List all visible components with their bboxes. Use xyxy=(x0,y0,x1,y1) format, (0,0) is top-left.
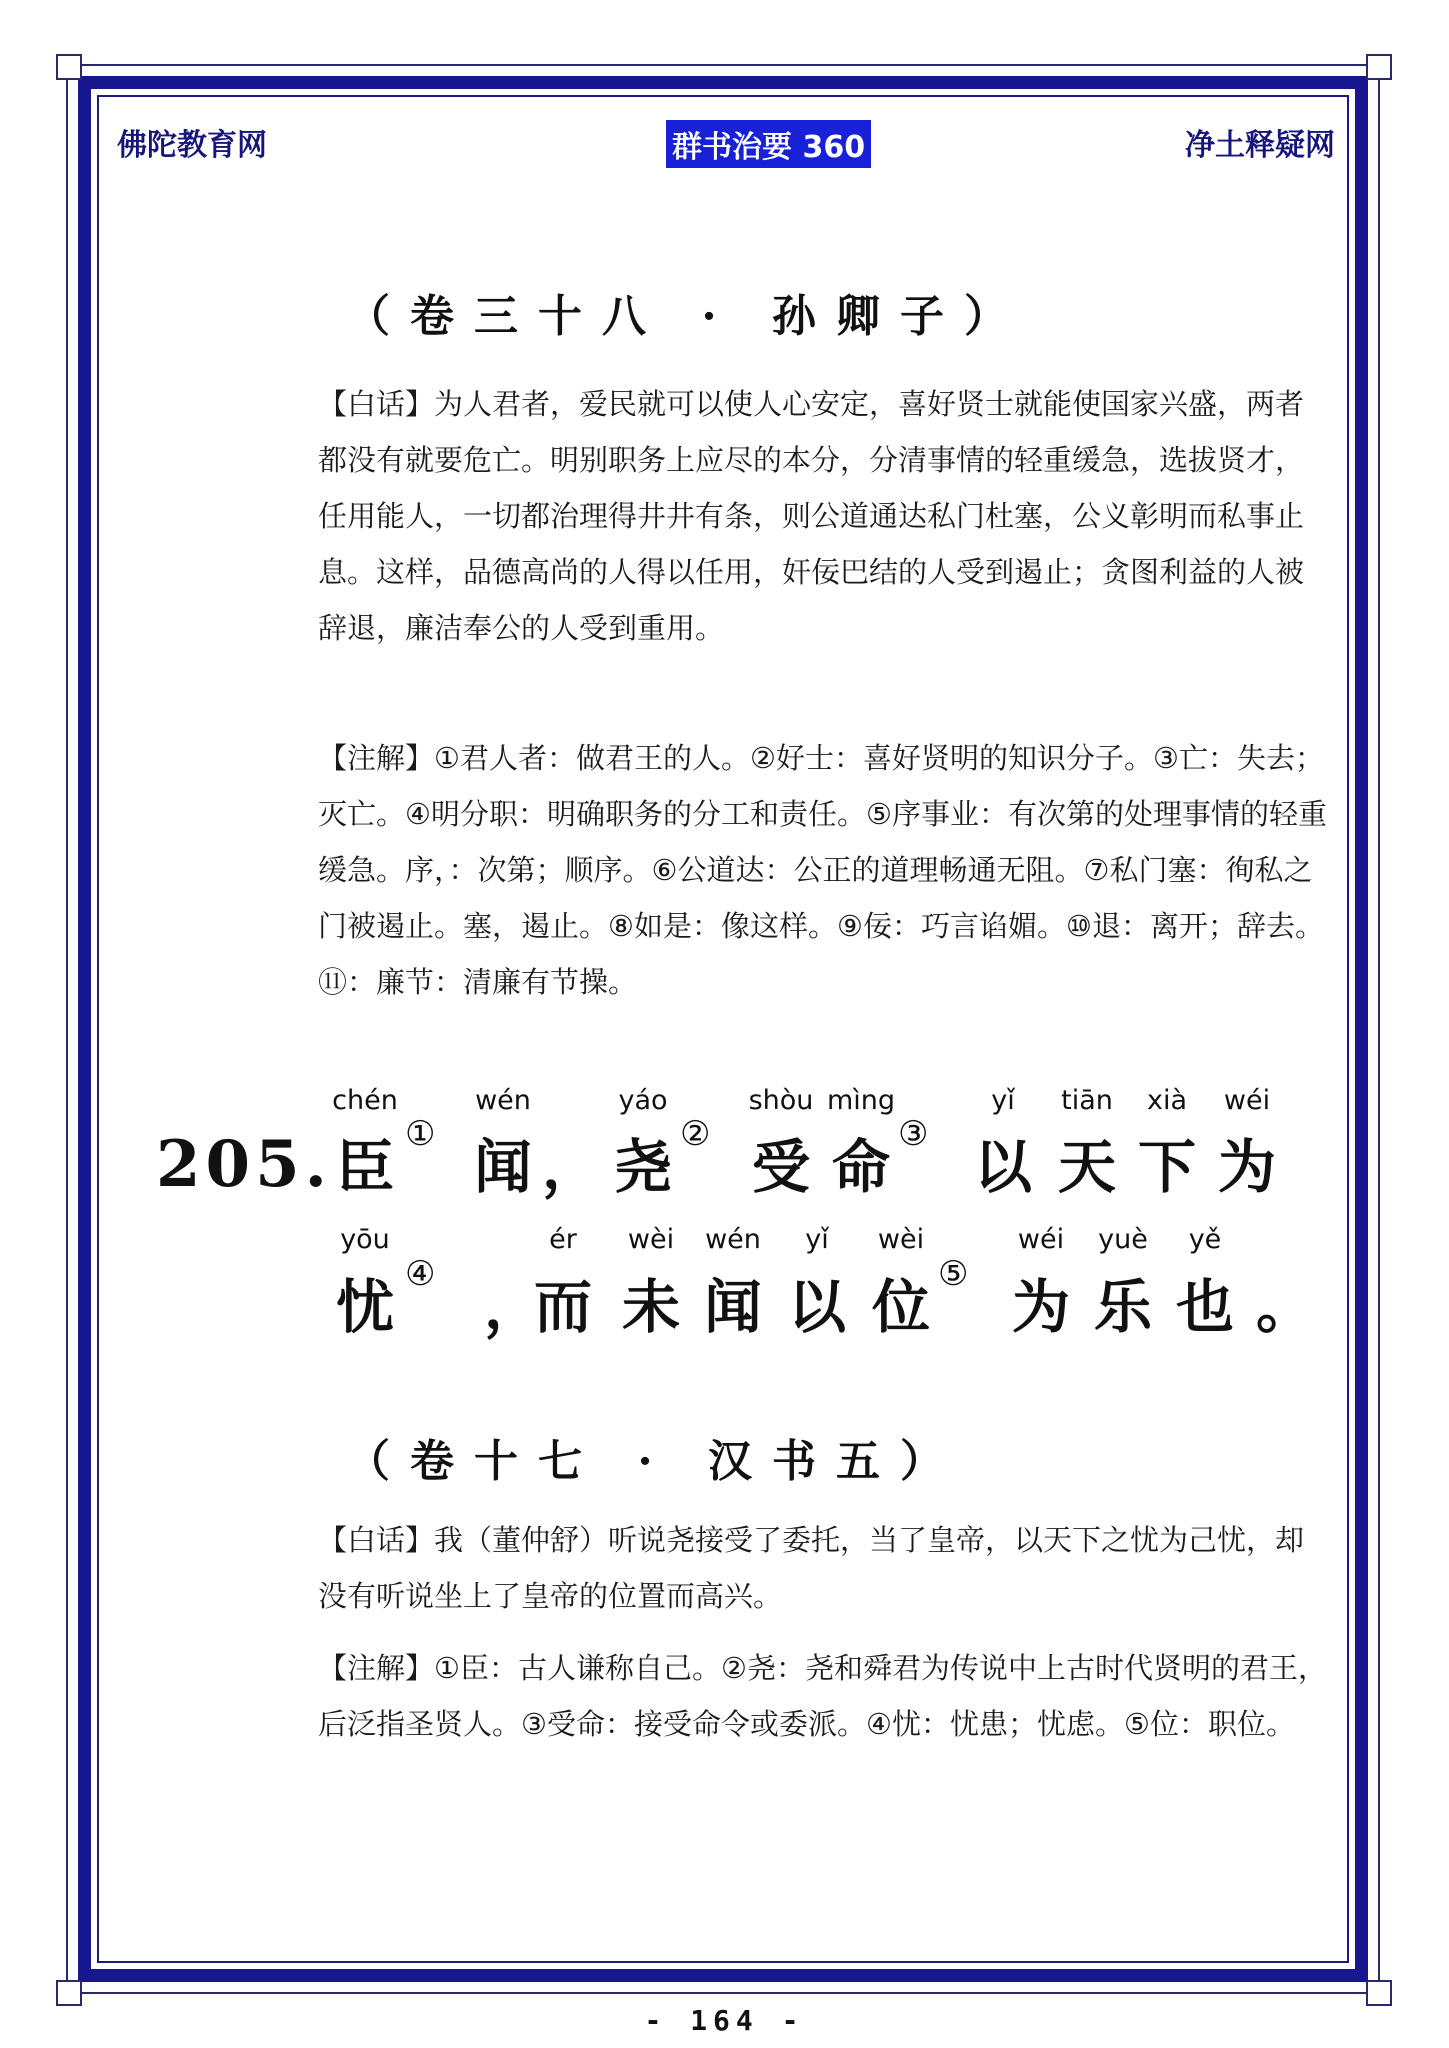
quote-punctuation: ， xyxy=(483,1273,542,1341)
baihua-paragraph: 【白话】为人君者，爱民就可以使人心安定，喜好贤士就能使国家兴盛，两者都没有就要危亡。明别职务上应尽的本分，分清事情的轻重缓急，选拔贤才，任用能人，一切都治理得井井有条，则公道通达私门杜塞，公义彰明而私事止息。这样，品德高尚的人得以任用，奸佞巴结的人受到遏止；贪图利益的人被辞退，廉洁奉公的人受到重用。 xyxy=(318,387,1305,645)
quote-character: 也 xyxy=(1175,1273,1234,1341)
page-number: - 164 - xyxy=(644,2004,805,2037)
quote-punctuation: ， xyxy=(541,1133,600,1201)
footnote-marker: ④ xyxy=(405,1254,436,1294)
quote-character: 未 xyxy=(621,1273,680,1341)
header-left-site: 佛陀教育网 xyxy=(117,128,267,163)
pinyin-annotation: wén xyxy=(705,1224,761,1255)
pinyin-annotation: shòu xyxy=(748,1085,814,1116)
quote-character: 为 xyxy=(1011,1273,1070,1341)
header-right-site: 净土释疑网 xyxy=(1185,128,1335,163)
pinyin-annotation: wèi xyxy=(877,1224,925,1255)
quote-number: 205. xyxy=(156,1127,332,1202)
corner-ornament xyxy=(56,54,82,80)
pinyin-annotation: mìng xyxy=(826,1085,896,1116)
annotation-paragraph: 【注解】①臣：古人谦称自己。②尧：尧和舜君为传说中上古时代贤明的君王，后泛指圣贤人。③受命：接受命令或委派。④忧：忧患；忧虑。⑤位：职位。 xyxy=(318,1651,1327,1741)
pinyin-annotation: tiān xyxy=(1061,1085,1113,1116)
quote-punctuation: 。 xyxy=(1255,1273,1314,1341)
header-book-title: 群书治要 360 xyxy=(666,120,871,168)
quote-character: 为 xyxy=(1217,1133,1276,1201)
quote-character: 闻 xyxy=(473,1133,532,1201)
footnote-marker: ⑤ xyxy=(938,1254,969,1294)
quote-character: 命 xyxy=(831,1133,890,1201)
footnote-marker: ① xyxy=(405,1114,436,1154)
quote-character: 位 xyxy=(871,1273,930,1341)
quote-character: 以 xyxy=(973,1133,1032,1201)
pinyin-annotation: wén xyxy=(475,1085,531,1116)
pinyin-annotation: yōu xyxy=(340,1224,390,1255)
pinyin-annotation: wèi xyxy=(627,1224,675,1255)
quote-character: 下 xyxy=(1137,1133,1196,1201)
pinyin-annotation: wéi xyxy=(1017,1224,1065,1255)
pinyin-annotation: yáo xyxy=(618,1085,668,1116)
quote-character: 尧 xyxy=(613,1133,672,1201)
pinyin-annotation: yǐ xyxy=(991,1085,1015,1116)
pinyin-annotation: wéi xyxy=(1223,1085,1271,1116)
annotation-paragraph: 【注解】①君人者：做君王的人。②好士：喜好贤明的知识分子。③亡：失去；灭亡。④明分职：明确职务的分工和责任。⑤序事业：有次第的处理事情的轻重缓急。序，：次第；顺序。⑥公道达：公正的道理畅通无阻。⑦私门塞：徇私之门被遏止。塞，遏止。⑧如是：像这样。⑨佞：巧言谄媚。⑩退：离开；辞去。⑪：廉节：清廉有节操。 xyxy=(318,741,1327,999)
quote-character: 以 xyxy=(787,1273,846,1341)
pinyin-annotation: chén xyxy=(332,1085,398,1116)
quote-character: 天 xyxy=(1057,1133,1116,1201)
baihua-paragraph: 【白话】我（董仲舒）听说尧接受了委托，当了皇帝，以天下之忧为己忧，却没有听说坐上了皇帝的位置而高兴。 xyxy=(318,1523,1305,1613)
footnote-marker: ② xyxy=(680,1114,711,1154)
pinyin-annotation: xià xyxy=(1146,1085,1188,1116)
pinyin-annotation: ér xyxy=(549,1224,577,1255)
pinyin-annotation: yuè xyxy=(1098,1224,1148,1255)
quote-character: 乐 xyxy=(1093,1273,1152,1341)
pinyin-annotation: yǐ xyxy=(805,1224,829,1255)
corner-ornament xyxy=(56,1980,82,2006)
corner-ornament xyxy=(1366,1980,1392,2006)
quote-character: 而 xyxy=(533,1273,592,1341)
quote-character: 受 xyxy=(751,1133,810,1201)
volume-heading: （卷三十八 · 孙卿子） xyxy=(346,291,1028,342)
pinyin-annotation: yě xyxy=(1188,1224,1222,1255)
volume-heading: （卷十七 · 汉书五） xyxy=(346,1436,964,1487)
quote-character: 忧 xyxy=(335,1273,394,1341)
footnote-marker: ③ xyxy=(898,1114,929,1154)
quote-character: 闻 xyxy=(703,1273,762,1341)
corner-ornament xyxy=(1366,54,1392,80)
quote-character: 臣 xyxy=(335,1133,394,1201)
